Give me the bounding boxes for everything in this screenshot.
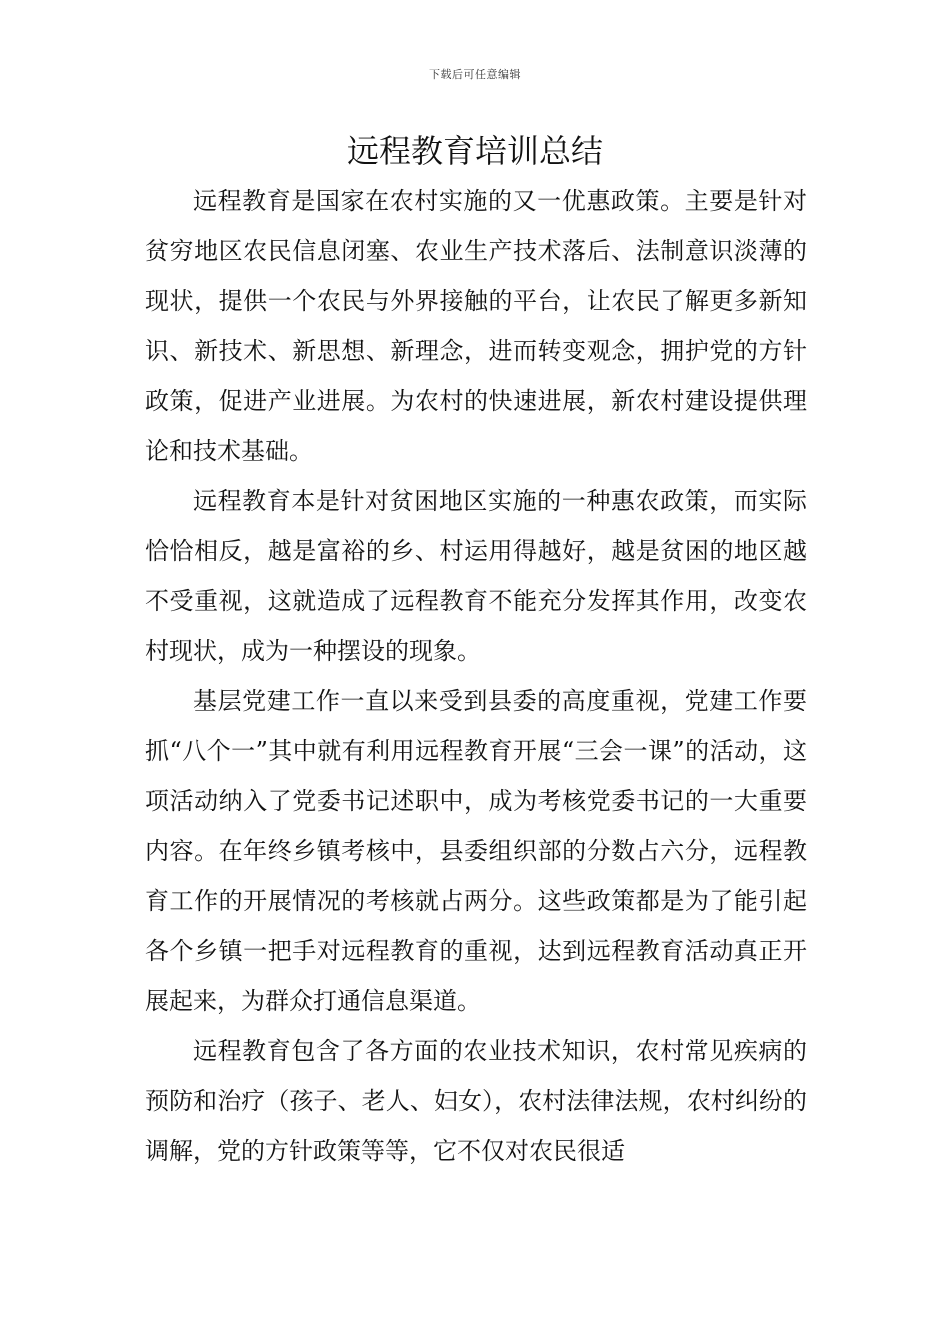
- paragraph-3: 基层党建工作一直以来受到县委的高度重视，党建工作要抓“八个一”其中就有利用远程教育开展“三会一课”的活动，这项活动纳入了党委书记述职中，成为考核党委书记的一大重要内容。在年终乡镇考核中，县委组织部的分数占六分，远程教育工作的开展情况的考核就占两分。这些政策都是为了能引起各个乡镇一把手对远程教育的重视，达到远程教育活动真正开展起来，为群众打通信息渠道。: [145, 687, 807, 1015]
- document-title: 远程教育培训总结: [346, 132, 603, 170]
- document-body: [145, 176, 807, 1176]
- paragraph-4: 远程教育包含了各方面的农业技术知识，农村常见疾病的预防和治疗（孩子、老人、妇女），农村法律法规，农村纠纷的调解，党的方针政策等等，它不仅对农民很适: [145, 1037, 807, 1165]
- header-note: 下载后可任意编辑: [429, 68, 521, 81]
- paragraph-2: 远程教育本是针对贫困地区实施的一种惠农政策，而实际恰恰相反，越是富裕的乡、村运用得越好，越是贫困的地区越不受重视，这就造成了远程教育不能充分发挥其作用，改变农村现状，成为一种摆设的现象。: [145, 487, 807, 665]
- paragraph-1: 远程教育是国家在农村实施的又一优惠政策。主要是针对贫穷地区农民信息闭塞、农业生产技术落后、法制意识淡薄的现状，提供一个农民与外界接触的平台，让农民了解更多新知识、新技术、新思想、新理念，进而转变观念，拥护党的方针政策，促进产业进展。为农村的快速进展，新农村建设提供理论和技术基础。: [145, 187, 807, 465]
